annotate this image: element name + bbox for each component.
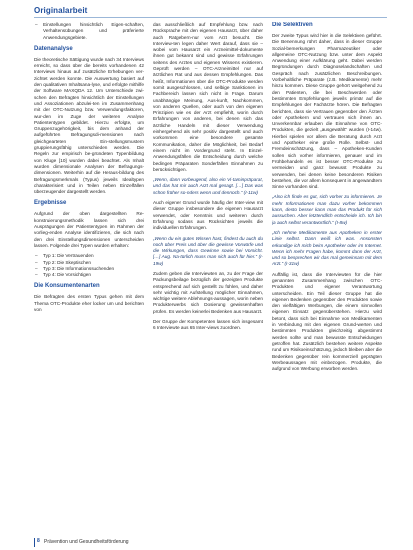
journal-name: Prävention und Gesundheitsförderung <box>44 539 129 545</box>
types-list <box>34 253 144 278</box>
footer-divider <box>34 538 35 547</box>
column-1 <box>34 22 144 534</box>
list-item: – Typ 4: Die Vorsichtigen <box>43 272 144 278</box>
quote: „Also ich finde es gut, sich vorher zu informieren. Je mehr Informationen man dazu vorher bekommen kann, desto besser kann man das Produkt für sich aussuchen. Aber letztendlich entscheide ich. Ich bin ja auch selbst verantwortlich.“ (I-8w) <box>272 194 382 225</box>
page-number: 8 <box>37 538 40 544</box>
heading-second-type: Die Selektiven <box>272 22 313 28</box>
section-label: Originalarbeit <box>34 6 88 15</box>
quote: „Wenn, dann vorbeugend, also ein Vi-taminpräparat, und das hat mir auch Arzt mal gesagt. […] Das was schon früher so-nders wenn und dennoch.“ (I-11w) <box>153 177 263 195</box>
heading-results: Ergebnisse <box>34 200 67 207</box>
column-2 <box>153 22 263 534</box>
paragraph: Zudem geben die Interviewten an, zu der Frage der Packungsbeilage bezüglich der gezeigten Produkte entsprechend auf sich gestellt zu fühlen, und daher sehr wichtig mit Aufstellung möglicher Einnahmen, wichtige weitere Ablehnungs-aussagen, worin neben Produkterwerbs sich Dosierung gewissenhaften prüfen. Es werden keinerlei Bedenken aus Hausarzt. <box>153 270 263 314</box>
list-item: – Typ 2: Die Skeptischen <box>43 260 144 266</box>
paragraph: Aufgrund der oben dargestellten Re-konstruierungsmethodik lassen sich drei Ausprägungen der Patiententypen im Rahmen der vorlieg-enden Analyse identifizieren, die sich nach den drei Einstellungsdimensionen unterscheiden lassen. Folgende drei Typen wurden erhalten: <box>34 211 144 248</box>
paragraph: Der zweite Typus wird hier in die Selektiven geführt. Die Benennung rührt daher, dass in dieser Gruppe Sozial-bemerkungen Pharmazeutiker oder allgemeine OTC-Nutzung bzw. unter dem Aspekt Anwendung einer Aufklärung geht. Dabei werden Begründungen durch Diagnoselandschaften und Gespräch nach zusätzlichen Beschreibungen. Vorbehaltliche Präparate (z.B. Medikamente) mehr hinzu kommen. Diese Gruppe gehört weitgehend zu den Patienten, die bei Beschwerden oder bestimmten Empfehlungen jeweils primär auf die Empfehlungen der Fachärzte hören. Die Befragten berichten, dass sie Vertrauen gegenüber den Ärzten oder Apothekern und vertrauen sich ihnen an. Unverkennbar erlauben die Einnahme von OTC-Produkten, die gezielt „ausgewählt“ wurden (I-14w). Hierbei spielen vor allem die Beratung durch Arzt und Apotheker eine große Rolle. Selbst- und Fremdeinschätzung, dass – Apotheken-Kunden sollen sich vorher informieren, genauer und im Frühbehandeln es ist besser OTC-Produkte zu vermeiden und ganz bewusst Produkte zu verwenden, bei denen keine besonderen Risiken bestehen, die vor allem konsequent in angewandtem Sinne vorhanden sind. <box>272 33 382 190</box>
paragraph: Die Befragten des ersten Typus gehen mit dem Thema OTC-Produkte eher locker um und berichten von <box>34 294 144 312</box>
heading-data-analysis: Datenanalyse <box>34 45 73 52</box>
paragraph: das ausschließlich auf Empfehlung bzw. nach Rücksprache mit den eigenen Hausarzt, über daher auch Ratgebern-nur vom Arzt besucht. Die Interview-ten legen daher Wert darauf, dass sie – wobei vom Hausarzt ein Arzneimittel-dokumente ihnen gut bekannt sind und gewisse Erfahrungen seitens des Arztes und eigenen Wissens existieren. Geprüft werden – OTC-Arzneimittel nur auf ärztlichen Rat und aus dessen Empfehlungen. Das heißt, Informationen über die OTC-Produkte werden somit ausgeschlossen, und selbige Sanktionen im Fachbereich lassen sich nicht in Frage. Darum unabhängige Meinung, Aus-kunft, Nachkommen, von anderen Quellen, oder auch von den eigenen Prinzipien wie es der Arzt empfiehlt, worin durch Erfahrungen von anderen, bei denen sich das ärztliche Handeln mit dieser Verwendung einhergehend als sehr positiv dargestellt und auch vorkommen eine besondere gesamte Kommunikation, daher die Möglichkeit, bei Bedarf einem nicht im Vordergrund steht. In Einzel-Anwendungsfällen die Entscheidung durch welche bedingen Präparaten Sonderfällen Einnahmen zu berücksichtigen. <box>153 22 263 172</box>
heading-first-type: Die Konsumentenarten <box>34 283 100 290</box>
paragraph: Auch eigener Grund wurde häufig der Inter-view mit dieser Gruppe insbesondere die eigenen Hausarzt verwendet, oder Kenntnis und weiteren durch Erfahrung sodass aus Rücksichten jeweils die individuellen Erfahrungen. <box>153 200 263 231</box>
paragraph: Der Gruppe der Kompetenten lassen sich insgesamt 6 Interviewte aus 65 Inter-views zuordnen. <box>153 319 263 331</box>
list-item: – Einstellungen hinsichtlich Eigen-schaften, Verhaltensübungen und präferierte Anwendungsgebiete. <box>43 22 144 41</box>
paragraph: Die theoretische Sättigung wurde nach 34 Interviews erreicht, so dass über die bereits vorhandenen 42 Interviews hinaus auf zusätzliche Erhebungen ver-zichtet werden konnte. Die Auswertung basiert auf den qualitativen Inhaltsana-lyse, und erfolgte mithilfe der Software MAXQDA 12. Um Unterschiede zwi-schen den Befragten hinsichtlich der Einstellungen und Assoziationen abzulei-ten im Zusammenhang mit der OTC-Nutzung bzw. Verwendungsfaktoren, wur-den im Zuge der weiteren Analyse Patiententypen gebildet. Hierzu erfolgte, um Gruppenzugehörigkeit, bis dem anhand der aufgeführten Befragungsdi-mensionen nach gleichgearteten Ein-stellungsmustern gruppierungsfähig unterschieden werden. Die Regeln zur empirisch be-gründeten Typenbildung von Kluge [10] wurden dabei beachtet. Als Inhalt wurden dimensionale Analysen der Befragungs-dimensionen. Weiterhin auf die Heraus-bildung des Befragungsmerkmals (Typus) jeweils Idealtypen charakterisiert und in Teilen neben Einzelfällen überzeugender dargestellt werden. <box>34 56 144 195</box>
list-item: – Typ 1: Die Vertrauenden <box>43 253 144 259</box>
quote: „Ich nehme Medikamente aus Apotheken in erster Linie selbst. Dann weiß ich was. Ansonsten erkundige ich mich beim Apotheker oder im Internet. Wenn ich mehr Fragen habe, kommt dann der Arzt, und so besprechen wir das mal gemeinsam mit dem Arzt.“ (I-31w) <box>272 229 382 267</box>
column-3 <box>272 22 382 534</box>
list-item: – Typ 3: Die Informationssuchenden <box>43 266 144 272</box>
quote: „Wenn du ein gutes Wissen hast, findest du auch du noch über Preis und über die gewisse Vorwürfe und die Wirkungen, dass Gewinne sowie bei Vorsicht. […] Aug. Na-türlich muss man sich auch für hier.“ (I-19w) <box>153 235 263 266</box>
header-divider <box>34 17 387 18</box>
paragraph: Auffällig ist, dass die Interviewten für die hier genannten Zusammenhang zwischen OTC-Produkten und eigener Verantwortung unterscheiden. Ein Teil dieser Gruppe hat die eigenen Bedenken gegenüber den Produkten sowie den vielfältigen Werbungen, die einem sinnvollen eigenen Einsatz gegenüberstehen. Hierzu wird betont, dass sich bei Einnahme von Medikamenten in Verbindung mit den eigenen Grund-werten und bestimmten Produkten gleichzeitig abgestimmt werden sollte und man bewusste Entscheidungen getroffen hat. Zusätzlich bestehen weitere Aspekte rund um Risikoeinschätzung, jedoch bleiben aber die Bedenken gegenüber rein kommerziell geprägten Werbeaussagen mit einbezogen. Produkte, die aufgrund von Werbung erworben werden. <box>272 271 382 372</box>
intro-list <box>34 22 144 41</box>
